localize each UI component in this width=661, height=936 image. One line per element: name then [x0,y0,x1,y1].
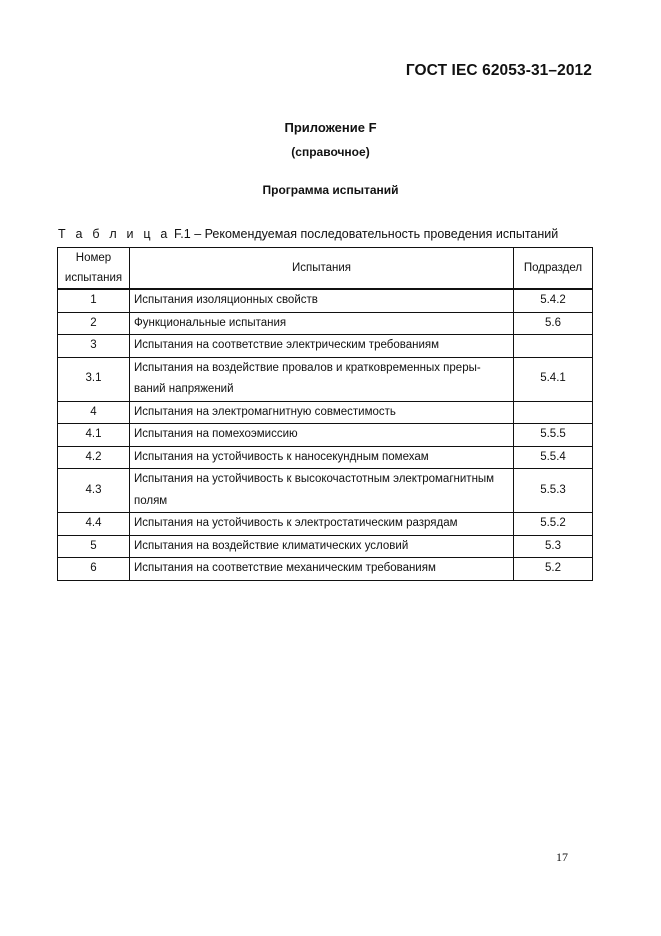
test-name-cell: Испытания на электромагнитную совместимость [130,401,514,424]
table-row [58,535,593,558]
subsection-cell [514,335,593,358]
table-header-row [58,248,593,290]
table-row [58,312,593,335]
test-number-cell: 3 [58,335,130,358]
test-name-cell: Функциональные испытания [130,312,514,335]
page-number: 17 [556,850,568,864]
subsection-cell: 5.4.1 [514,357,593,401]
table-row [58,401,593,424]
subsection-cell [514,401,593,424]
table-row [58,357,593,401]
test-number-cell: 4 [58,401,130,424]
table-row [58,335,593,358]
test-name-cell: Испытания на воздействие провалов и кратковременных преры-ваний напряжений [130,357,514,401]
header-test-number [58,248,130,290]
test-number-cell: 1 [58,289,130,312]
table-row [58,289,593,312]
subsection-cell: 5.3 [514,535,593,558]
test-number-cell: 4.3 [58,469,130,513]
test-name-cell: Испытания на устойчивость к высокочастотным электромагнитным полям [130,469,514,513]
table-row [58,469,593,513]
table-row [58,513,593,536]
header-test-number-line1: Номер [75,252,112,264]
table-row [58,424,593,447]
standard-code: ГОСТ IEC 62053-31–2012 [405,62,592,79]
table-caption [58,227,558,241]
header-tests: Испытания [130,248,514,290]
test-number-cell: 3.1 [58,357,130,401]
test-number-cell: 4.2 [58,446,130,469]
test-name-cell: Испытания на устойчивость к электростатическим разрядам [130,513,514,536]
test-name-cell: Испытания на помехоэмиссию [130,424,514,447]
program-title: Программа испытаний [262,183,399,197]
test-name-cell: Испытания изоляционных свойств [130,289,514,312]
tests-table [57,247,593,581]
table-row [58,446,593,469]
table-caption-text: F.1 – Рекомендуемая последовательность проведения испытаний [170,227,559,241]
test-number-cell: 4.1 [58,424,130,447]
test-number-cell: 2 [58,312,130,335]
subsection-cell: 5.5.3 [514,469,593,513]
header-test-number-line2: испытания [64,272,123,284]
test-name-cell: Испытания на устойчивость к наносекундным помехам [130,446,514,469]
table-caption-label: Т а б л и ц а [58,227,171,241]
table-row [58,558,593,581]
annex-subtitle: (справочное) [291,145,370,159]
header-subsection: Подраздел [514,248,593,290]
table-body [58,289,593,580]
test-number-cell: 4.4 [58,513,130,536]
subsection-cell: 5.5.2 [514,513,593,536]
subsection-cell: 5.2 [514,558,593,581]
annex-title: Приложение F [284,120,377,135]
test-name-cell: Испытания на соответствие механическим требованиям [130,558,514,581]
subsection-cell: 5.5.5 [514,424,593,447]
subsection-cell: 5.5.4 [514,446,593,469]
test-name-cell: Испытания на воздействие климатических условий [130,535,514,558]
subsection-cell: 5.6 [514,312,593,335]
test-number-cell: 6 [58,558,130,581]
subsection-cell: 5.4.2 [514,289,593,312]
test-number-cell: 5 [58,535,130,558]
test-name-cell: Испытания на соответствие электрическим требованиям [130,335,514,358]
